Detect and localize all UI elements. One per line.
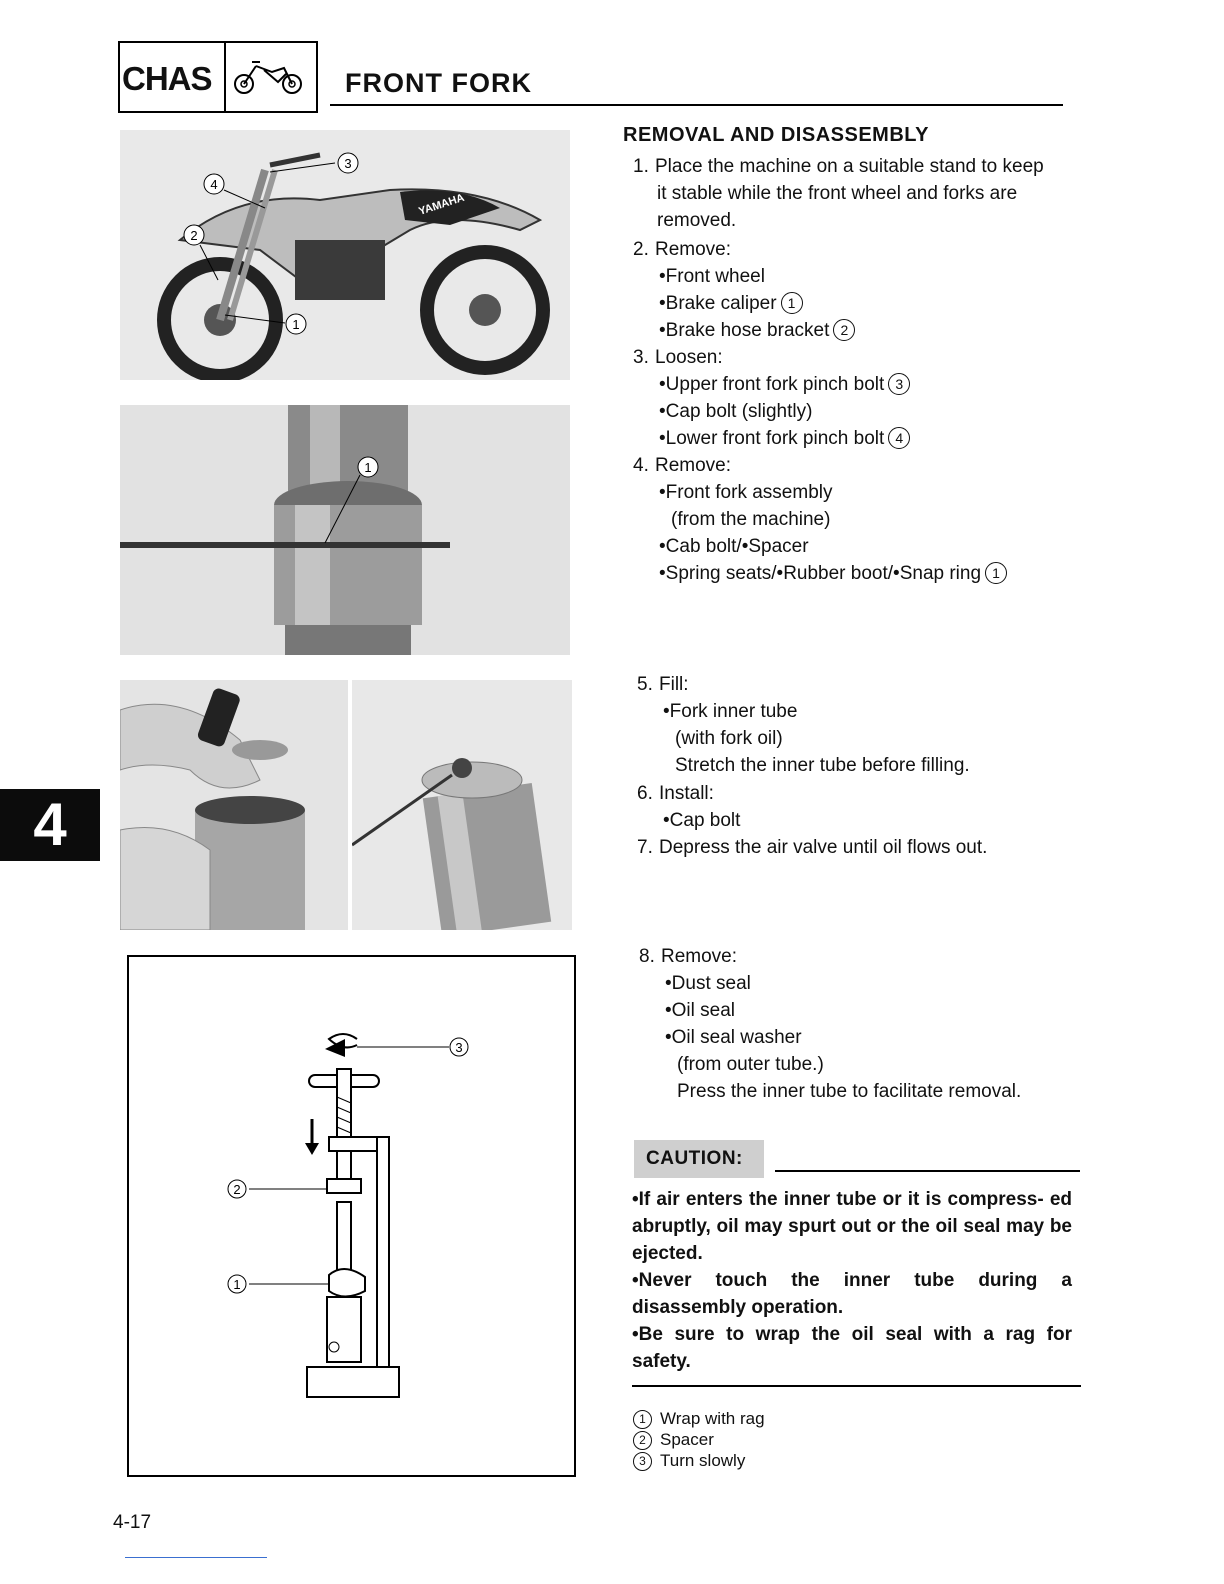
legend-item [633, 1408, 765, 1429]
fork-callout-1: 1 [364, 460, 372, 475]
header-rule [330, 104, 1063, 106]
page-title: FRONT FORK [345, 68, 532, 98]
diagram-callout-2: 2 [233, 1182, 241, 1197]
step-5-item-with-oil: (with fork oil) [675, 728, 783, 749]
step-2-item-brake-hose-bracket: •Brake hose bracket [659, 320, 830, 341]
step-4-item-spring-seats: •Spring seats/•Rubber boot/•Snap ring [659, 563, 982, 584]
step-5-label: Fill: [659, 674, 689, 695]
caution-item-wrap-rag: •Be sure to wrap the oil seal with a rag for safety. [632, 1324, 1072, 1372]
step-4-item-cab-bolt-spacer: •Cab bolt/•Spacer [659, 536, 809, 557]
step-8-item-oil-seal: •Oil seal [665, 1000, 736, 1021]
chapter-tab: 4 [0, 789, 100, 861]
step-3-item-lower-pinch-bolt: •Lower front fork pinch bolt [659, 428, 885, 449]
step-1 [633, 153, 1083, 234]
caution-rule-top [775, 1170, 1080, 1172]
section-code: CHAS [122, 60, 212, 97]
legend-mark-1: 1 [633, 1410, 652, 1429]
step-8-item-oil-seal-washer: •Oil seal washer [665, 1027, 802, 1048]
step-6-number: 6. [637, 783, 653, 804]
fork-tube-photo [120, 405, 570, 655]
step-6 [637, 780, 1087, 834]
step-3-item-cap-bolt: •Cap bolt (slightly) [659, 401, 813, 422]
caution-item-never-touch: •Never touch the inner tube during a disassembly operation. [632, 1270, 1072, 1318]
step-5-note: Stretch the inner tube before filling. [675, 755, 970, 776]
step-8-item-dust-seal: •Dust seal [665, 973, 751, 994]
bike-callout-1: 1 [292, 317, 300, 332]
legend-text-3: Turn slowly [660, 1451, 746, 1470]
step-7-text: Depress the air valve until oil flows out. [659, 837, 988, 858]
callout-mark-1: 1 [781, 292, 803, 314]
section-code-divider [224, 43, 226, 113]
step-6-label: Install: [659, 783, 714, 804]
step-6-item-cap-bolt: •Cap bolt [663, 810, 741, 831]
step-1-line-2: it stable while the front wheel and forks are [657, 183, 1018, 204]
step-2-item-front-wheel: •Front wheel [659, 266, 765, 287]
step-4 [633, 452, 1093, 587]
motorcycle-icon [230, 56, 310, 96]
legend-item [633, 1450, 765, 1471]
bike-brand-label: YAMAHA [417, 191, 466, 218]
step-7 [637, 834, 1087, 861]
step-4-number: 4. [633, 455, 649, 476]
legend [633, 1408, 765, 1471]
caution-rule-bottom [632, 1385, 1081, 1387]
bike-callout-3: 3 [344, 156, 352, 171]
step-5-number: 5. [637, 674, 653, 695]
step-3 [633, 344, 1083, 452]
step-8 [639, 943, 1089, 1105]
step-2 [633, 236, 1083, 344]
caution-label: CAUTION: [634, 1140, 764, 1178]
step-1-number: 1. [633, 156, 649, 177]
step-8-label: Remove: [661, 946, 738, 967]
removal-heading: REMOVAL AND DISASSEMBLY [623, 124, 929, 146]
callout-mark-2: 2 [833, 319, 855, 341]
callout-mark-1b: 1 [985, 562, 1007, 584]
step-1-line-3: removed. [657, 210, 737, 231]
step-7-number: 7. [637, 837, 653, 858]
caution-item-air: •If air enters the inner tube or it is compress- ed abruptly, oil may spurt out or the oil seal may be ejected. [632, 1189, 1072, 1264]
legend-text-2: Spacer [660, 1430, 714, 1449]
bike-callout-2: 2 [190, 228, 198, 243]
step-8-number: 8. [639, 946, 655, 967]
page-number: 4-17 [113, 1512, 152, 1533]
legend-mark-3: 3 [633, 1452, 652, 1471]
fill-oil-photo [120, 680, 348, 930]
diagram-callout-1: 1 [233, 1277, 241, 1292]
callout-mark-3: 3 [888, 373, 910, 395]
step-4-item-fork-assembly: •Front fork assembly [659, 482, 833, 503]
step-3-label: Loosen: [655, 347, 723, 368]
step-3-item-upper-pinch-bolt: •Upper front fork pinch bolt [659, 374, 885, 395]
step-4-item-from-machine: (from the machine) [671, 509, 831, 530]
step-2-item-brake-caliper: •Brake caliper [659, 293, 777, 314]
bike-callout-4: 4 [210, 177, 218, 192]
step-1-line-1: Place the machine on a suitable stand to keep [655, 156, 1044, 177]
callout-mark-4: 4 [888, 427, 910, 449]
motorcycle-photo [120, 130, 570, 380]
seal-removal-diagram [127, 955, 576, 1477]
diagram-callout-3: 3 [455, 1040, 463, 1055]
step-8-item-from-outer-tube: (from outer tube.) [677, 1054, 824, 1075]
step-3-number: 3. [633, 347, 649, 368]
legend-text-1: Wrap with rag [660, 1409, 765, 1428]
air-valve-photo [352, 680, 572, 930]
step-5-item-inner-tube: •Fork inner tube [663, 701, 798, 722]
step-2-label: Remove: [655, 239, 732, 260]
step-4-label: Remove: [655, 455, 732, 476]
step-8-note: Press the inner tube to facilitate removal. [677, 1081, 1022, 1102]
legend-item [633, 1429, 765, 1450]
legend-mark-2: 2 [633, 1431, 652, 1450]
step-2-number: 2. [633, 239, 649, 260]
step-5 [637, 671, 1087, 779]
footer-rule [125, 1557, 267, 1558]
